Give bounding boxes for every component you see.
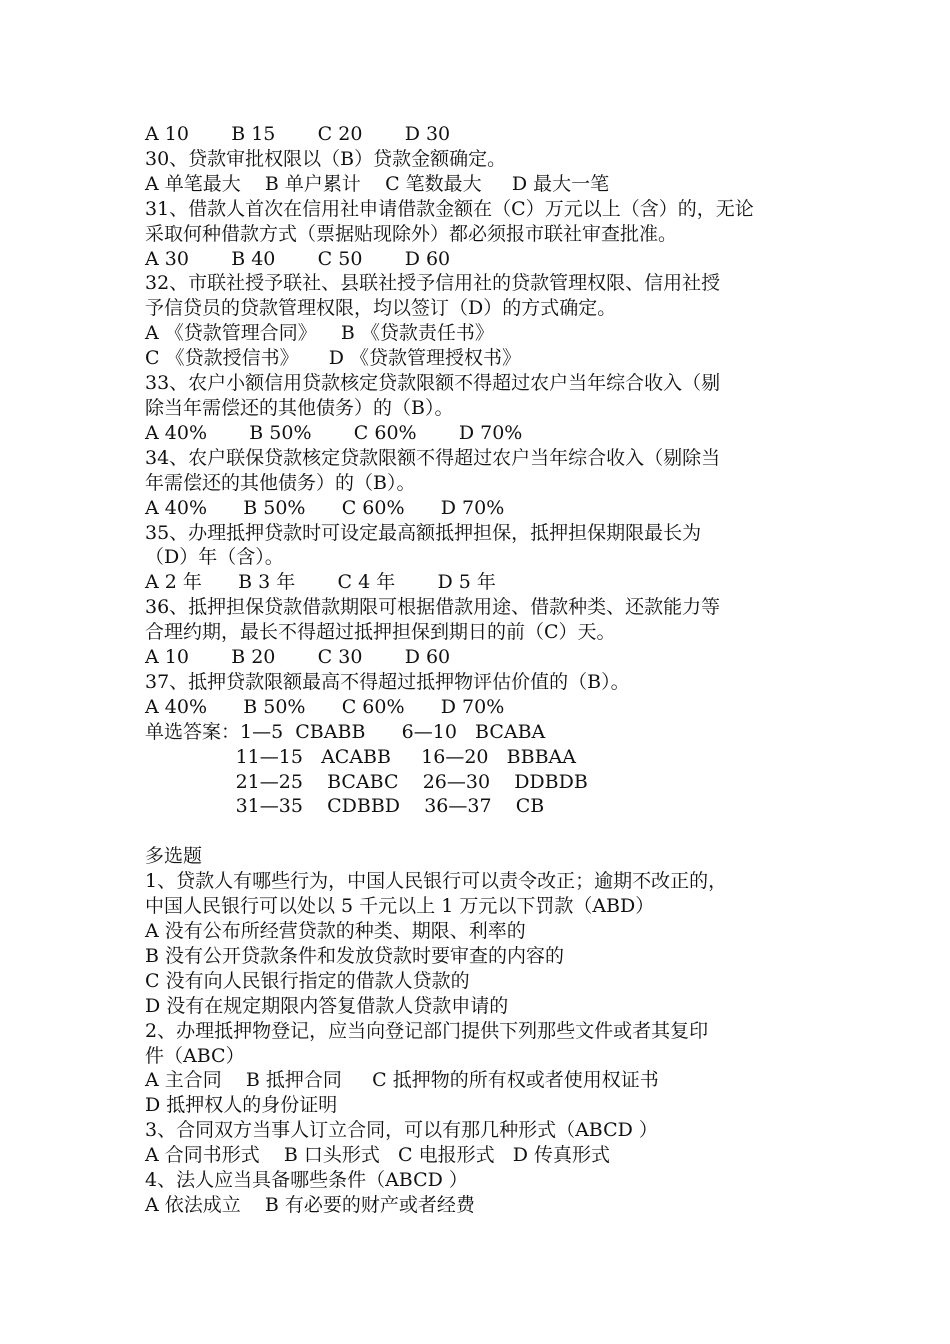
options-line: C 《贷款授信书》 D 《贷款管理授权书》 <box>145 347 522 370</box>
options-line: C 没有向人民银行指定的借款人贷款的 <box>145 969 470 992</box>
answer-key-line: 21—25 BCABC 26—30 DDBDB <box>145 770 588 793</box>
options-line: A 依法成立 B 有必要的财产或者经费 <box>145 1193 475 1216</box>
question-line: 36、抵押担保贷款借款期限可根据借款用途、借款种类、还款能力等 <box>145 596 721 619</box>
question-line: 30、贷款审批权限以（B）贷款金额确定。 <box>145 147 507 170</box>
document-page <box>145 122 825 1218</box>
question-line: 37、抵押贷款限额最高不得超过抵押物评估价值的（B）。 <box>145 670 630 693</box>
question-line: 33、农户小额信用贷款核定贷款限额不得超过农户当年综合收入（剔 <box>145 372 721 395</box>
question-line: 除当年需偿还的其他债务）的（B）。 <box>145 396 454 419</box>
question-line: 35、办理抵押贷款时可设定最高额抵押担保，抵押担保期限最长为 <box>145 521 702 544</box>
question-line: （D）年（含）。 <box>145 546 284 569</box>
options-line: A 主合同 B 抵押合同 C 抵押物的所有权或者使用权证书 <box>145 1069 659 1092</box>
question-line: 4、法人应当具备哪些条件（ABCD ） <box>145 1169 468 1192</box>
answer-key-line: 单选答案：1—5 CBABB 6—10 BCABA <box>145 720 546 743</box>
section-heading: 多选题 <box>145 845 203 868</box>
options-line: A 30 B 40 C 50 D 60 <box>145 247 451 270</box>
question-line: 2、办理抵押物登记，应当向登记部门提供下列那些文件或者其复印 <box>145 1019 709 1042</box>
question-line: 予信贷员的贷款管理权限，均以签订（D）的方式确定。 <box>145 297 617 320</box>
options-line: A 40% B 50% C 60% D 70% <box>145 695 505 718</box>
options-line: A 《贷款管理合同》 B 《贷款责任书》 <box>145 322 494 345</box>
question-line: 采取何种借款方式（票据贴现除外）都必须报市联社审查批准。 <box>145 222 678 245</box>
question-line: 年需偿还的其他债务）的（B）。 <box>145 471 416 494</box>
answer-key-line: 31—35 CDBBD 36—37 CB <box>145 795 545 818</box>
options-line: A 单笔最大 B 单户累计 C 笔数最大 D 最大一笔 <box>145 172 610 195</box>
answer-key-line: 11—15 ACABB 16—20 BBBAA <box>145 745 576 768</box>
options-line: A 10 B 20 C 30 D 60 <box>145 646 451 669</box>
options-line: D 抵押权人的身份证明 <box>145 1094 338 1117</box>
options-line: A 40% B 50% C 60% D 70% <box>145 421 523 444</box>
question-line: 32、市联社授予联社、县联社授予信用社的贷款管理权限、信用社授 <box>145 272 721 295</box>
question-line: 合理约期，最长不得超过抵押担保到期日的前（C）天。 <box>145 621 616 644</box>
question-line: 3、合同双方当事人订立合同，可以有那几种形式（ABCD ） <box>145 1119 658 1142</box>
options-line: A 40% B 50% C 60% D 70% <box>145 496 505 519</box>
options-line: A 没有公布所经营贷款的种类、期限、利率的 <box>145 919 526 942</box>
question-line: 34、农户联保贷款核定贷款限额不得超过农户当年综合收入（剔除当 <box>145 446 721 469</box>
question-line: 1、贷款人有哪些行为，中国人民银行可以责令改正；逾期不改正的， <box>145 870 728 893</box>
question-line: 中国人民银行可以处以 5 千元以上 1 万元以下罚款（ABD） <box>145 895 655 918</box>
options-line: B 没有公开贷款条件和发放贷款时要审查的内容的 <box>145 944 565 967</box>
blank-line <box>145 819 825 844</box>
options-line: D 没有在规定期限内答复借款人贷款申请的 <box>145 994 509 1017</box>
question-line: 31、借款人首次在信用社申请借款金额在（C）万元以上（含）的，无论 <box>145 197 754 220</box>
options-line: A 合同书形式 B 口头形式 C 电报形式 D 传真形式 <box>145 1144 611 1167</box>
question-line: 件（ABC） <box>145 1044 245 1067</box>
options-line: A 2 年 B 3 年 C 4 年 D 5 年 <box>145 571 496 594</box>
text-line: A 10 B 15 C 20 D 30 <box>145 123 451 145</box>
